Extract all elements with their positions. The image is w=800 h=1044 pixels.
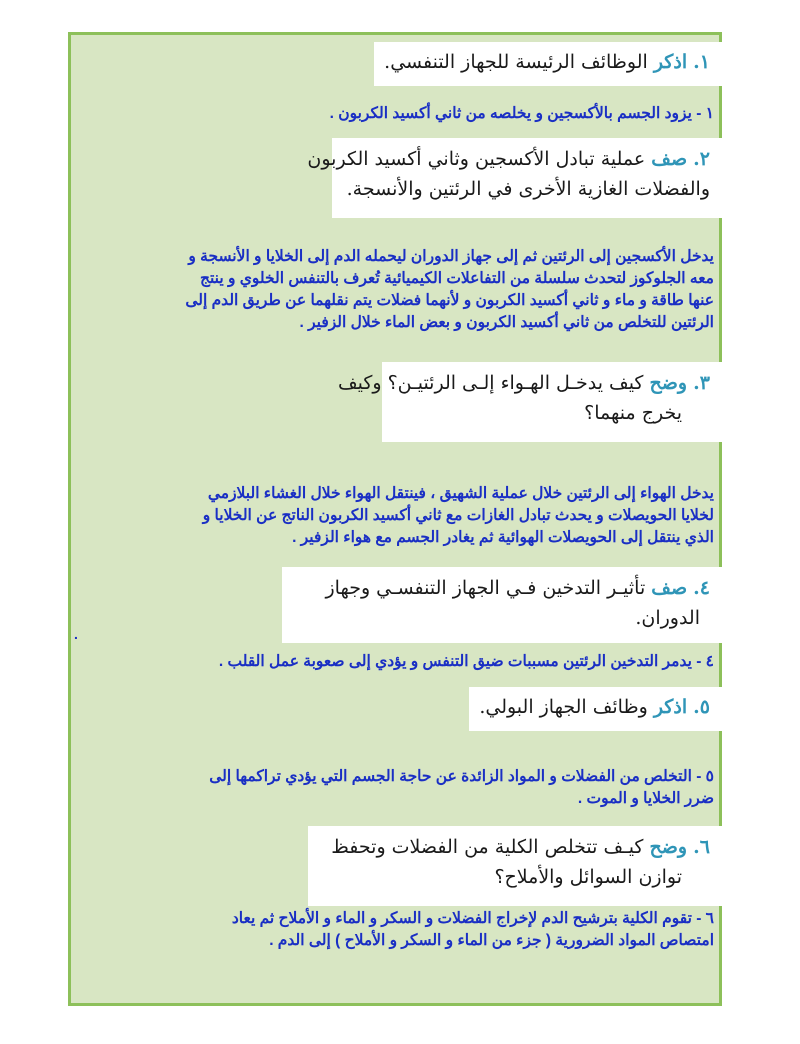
answer-6-line-2: امتصاص المواد الضرورية ( جزء من الماء و السكر و الأملاح ) إلى الدم .	[269, 932, 714, 949]
question-1-text: الوظائف الرئيسة للجهاز التنفسي.	[384, 51, 648, 73]
question-5-box	[469, 687, 722, 731]
question-2-line-2: والفضلات الغازية الأخرى في الرئتين والأنسجة.	[346, 178, 710, 200]
answer-5-line-2: ضرر الخلايا و الموت .	[577, 790, 714, 807]
answer-3-line-1: يدخل الهواء إلى الرئتين خلال عملية الشهيق ، فينتقل الهواء خلال الغشاء البلازمي	[207, 485, 714, 502]
answer-5-line-1: ٥ - التخلص من الفضلات و المواد الزائدة عن حاجة الجسم التي يؤدي تراكمها إلى	[209, 768, 714, 785]
question-4-verb: صف	[651, 577, 688, 599]
answer-3	[203, 483, 714, 549]
question-2-line-1: ٢. صف عملية تبادل الأكسجين وثاني أكسيد الكربون	[307, 148, 710, 170]
question-6-verb: وضح	[649, 836, 688, 858]
question-2-number: ٢.	[693, 148, 710, 170]
answer-5	[209, 766, 714, 810]
question-5-verb: اذكر	[653, 696, 688, 718]
answer-4-line-1: ٤ - يدمر التدخين الرئتين مسببات ضيق التنفس و يؤدي إلى صعوبة عمل القلب .	[218, 653, 714, 670]
question-5-number: ٥.	[693, 696, 710, 718]
question-4-line-2: الدوران.	[635, 607, 700, 629]
answer-6-line-1: ٦ - تقوم الكلية بترشيح الدم لإخراج الفضلات و السكر و الماء و الأملاح ثم يعاد	[231, 910, 714, 927]
question-4-box	[282, 567, 722, 643]
question-5-text: وظائف الجهاز البولي.	[479, 696, 648, 718]
question-3-number: ٣.	[693, 372, 710, 394]
question-3-box	[337, 362, 722, 442]
question-2-box	[307, 138, 722, 218]
answer-2	[185, 246, 714, 334]
answer-3-line-3: الذي ينتقل إلى الحويصلات الهوائية ثم يغادر الجسم مع هواء الزفير .	[292, 529, 714, 546]
answer-2-line-4: الرئتين للتخلص من ثاني أكسيد الكربون و بعض الماء خلال الزفير .	[299, 314, 714, 331]
question-3-line-2: يخرج منهما؟	[584, 402, 682, 424]
answer-1-line-1: ١ - يزود الجسم بالأكسجين و يخلصه من ثاني أكسيد الكربون .	[329, 105, 714, 122]
answer-3-line-2: لخلايا الحويصلات و يحدث تبادل الغازات مع ثاني أكسيد الكربون الناتج عن الخلايا و	[202, 507, 714, 524]
question-4-number: ٤.	[693, 577, 710, 599]
question-6-number: ٦.	[693, 836, 710, 858]
question-3-line-1: ٣. وضح كيف يدخـل الهـواء إلـى الرئتيـن؟ وكيف	[337, 372, 710, 394]
question-4-line-1: ٤. صف تأثيـر التدخين فـي الجهاز التنفسـي وجهاز	[325, 577, 710, 599]
question-6-box	[308, 826, 722, 906]
question-1-box	[374, 42, 722, 86]
answer-2-line-3: عنها طاقة و ماء و ثاني أكسيد الكربون و لأنهما فضلات يتم نقلهما عن طريق الدم إلى	[185, 292, 714, 309]
question-3-verb: وضح	[649, 372, 688, 394]
answer-6	[232, 908, 714, 952]
answer-2-line-1: يدخل الأكسجين إلى الرئتين ثم إلى جهاز الدوران ليحمله الدم إلى الخلايا و الأنسجة و	[188, 248, 714, 265]
question-6-line-2: توازن السوائل والأملاح؟	[494, 866, 682, 888]
answer-2-line-2: معه الجلوكوز لتحدث سلسلة من التفاعلات الكيميائية تُعرف بالتنفس الخلوي و ينتج	[199, 270, 714, 287]
stray-mark: .	[74, 626, 78, 642]
answer-4	[219, 651, 714, 673]
question-6-line-1: ٦. وضح كيـف تتخلص الكلية من الفضلات وتحفظ	[331, 836, 710, 858]
question-1-verb: اذكر	[653, 51, 688, 73]
question-1-number: ١.	[693, 51, 710, 73]
answer-1	[330, 103, 714, 125]
question-2-verb: صف	[651, 148, 688, 170]
